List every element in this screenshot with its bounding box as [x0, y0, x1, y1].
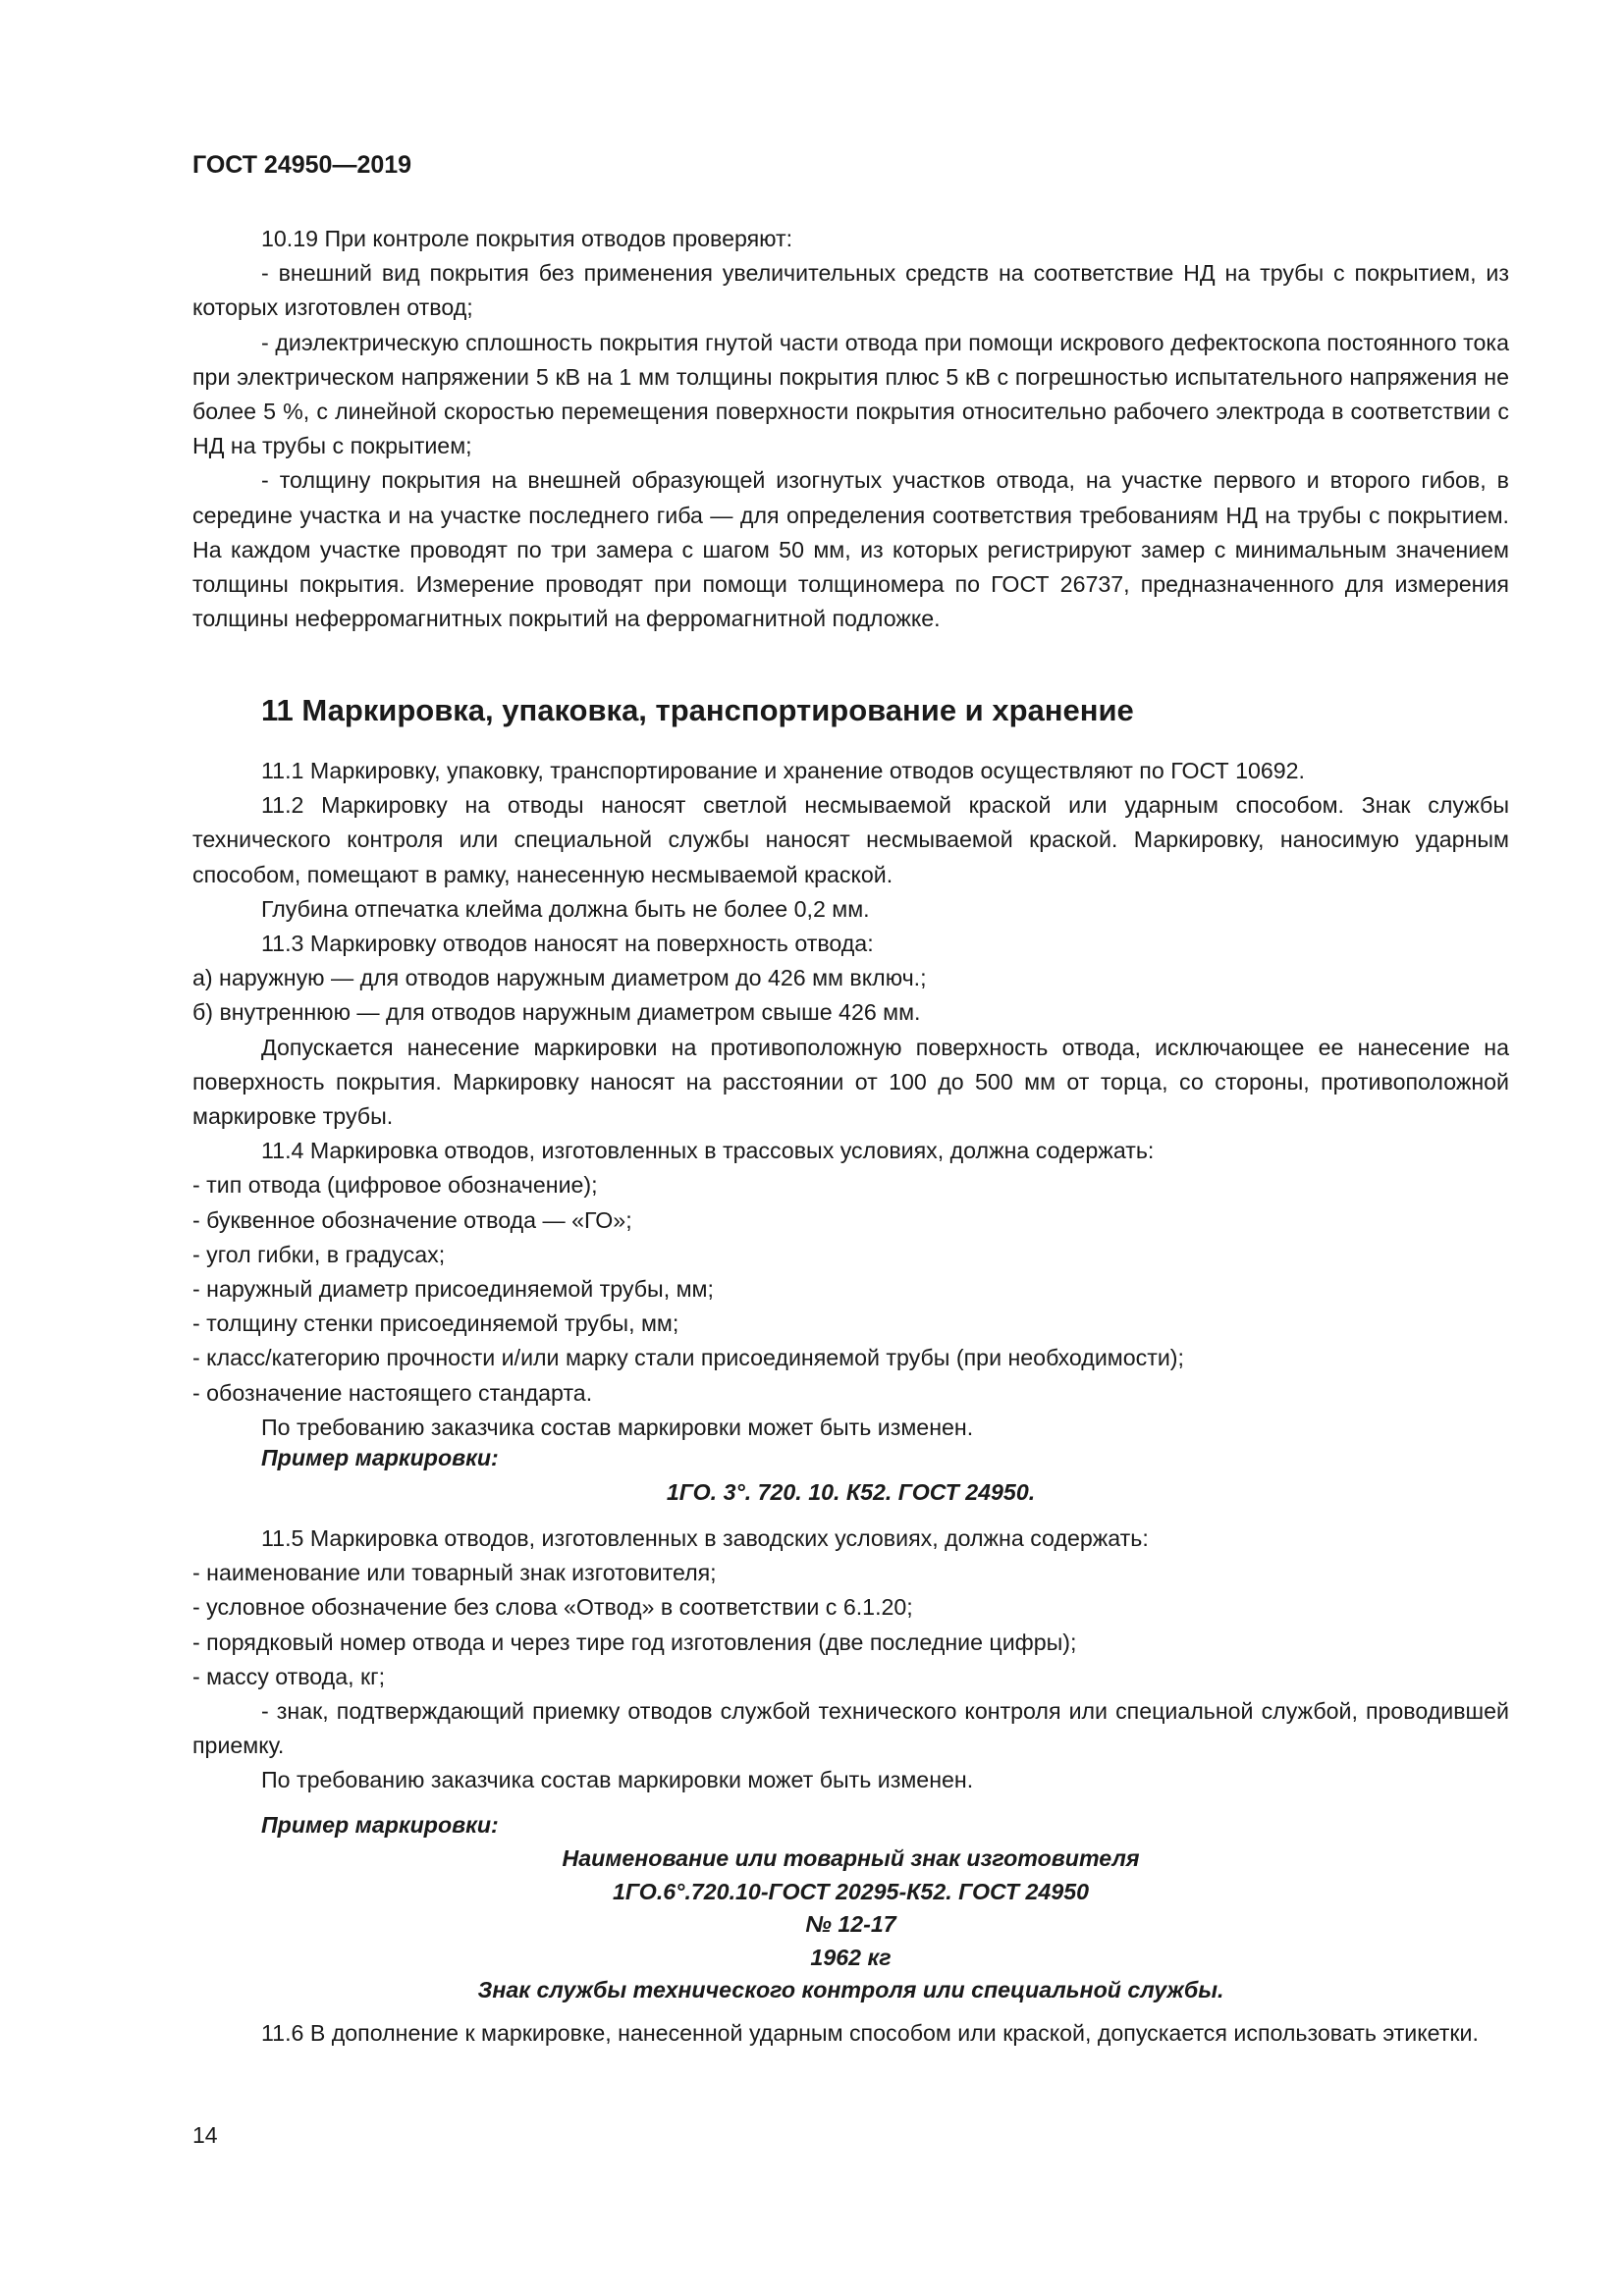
clause-11-3-item: а) наружную — для отводов наружным диаметром до 426 мм включ.; — [192, 965, 927, 991]
example-2-line: 1962 кг — [810, 1944, 892, 1970]
example-2-label: Пример маркировки: — [261, 1812, 499, 1838]
clause-11-4-item: - наружный диаметр присоединяемой трубы, мм; — [192, 1276, 714, 1303]
clause-11-2-depth: Глубина отпечатка клейма должна быть не более 0,2 мм. — [261, 895, 870, 922]
clause-11-3-item: б) внутреннюю — для отводов наружным диаметром свыше 426 мм. — [192, 999, 921, 1026]
document-header: ГОСТ 24950—2019 — [192, 151, 412, 179]
clause-11-4-item: - обозначение настоящего стандарта. — [192, 1379, 593, 1406]
clause-11-4-item: - буквенное обозначение отвода — «ГО»; — [192, 1206, 632, 1233]
clause-11-4-item: - угол гибки, в градусах; — [192, 1241, 446, 1267]
clause-11-6-text: 11.6 В дополнение к маркировке, нанесенной ударным способом или краской, допускается использовать этикетки. — [261, 2020, 1479, 2046]
clause-11-5-item: - условное обозначение без слова «Отвод» в соответствии с 6.1.20; — [192, 1594, 913, 1621]
clause-10-19-item: - диэлектрическую сплошность покрытия гнутой части отвода при помощи искрового дефектоскопа постоянного тока при электрическом напряжении 5 кВ на 1 мм толщины покрытия плюс 5 кВ с погрешностью испытательного напряжения не более 5 %, с линейной скоростью перемещения поверхности покрытия относительно рабочего электрода в соответствии с НД на трубы с покрытием; — [192, 329, 1509, 459]
clause-11-5-item: - порядковый номер отвода и через тире год изготовления (две последние цифры); — [192, 1629, 1077, 1655]
clause-11-3-intro: 11.3 Маркировку отводов наносят на поверхность отвода: — [261, 931, 874, 957]
clause-10-19 — [192, 222, 1509, 636]
example-1-label: Пример маркировки: — [261, 1445, 499, 1470]
clause-10-19-item: - внешний вид покрытия без применения увеличительных средств на соответствие НД на трубы с покрытием, из которых изготовлен отвод; — [192, 260, 1509, 321]
clause-11-4-intro: 11.4 Маркировка отводов, изготовленных в трассовых условиях, должна содержать: — [261, 1138, 1155, 1164]
clause-11-5-item: - наименование или товарный знак изготовителя; — [192, 1560, 717, 1586]
example-2 — [192, 1808, 1509, 2007]
example-1 — [192, 1441, 1509, 1510]
clause-11-6 — [192, 2016, 1509, 2051]
example-2-line: № 12-17 — [805, 1911, 896, 1937]
section-11-body — [192, 754, 1509, 1445]
example-1-value: 1ГО. 3°. 720. 10. К52. ГОСТ 24950. — [666, 1479, 1036, 1506]
clause-11-4-item: - класс/категорию прочности и/или марку стали присоединяемой трубы (при необходимости); — [192, 1345, 1184, 1371]
example-2-line: Знак службы технического контроля или специальной службы. — [477, 1977, 1224, 2002]
page-number: 14 — [192, 2122, 218, 2148]
clause-11-1: 11.1 Маркировку, упаковку, транспортирование и хранение отводов осуществляют по ГОСТ 10692. — [261, 758, 1305, 783]
example-2-line: 1ГО.6°.720.10-ГОСТ 20295-К52. ГОСТ 24950 — [612, 1878, 1090, 1904]
clause-11-2: 11.2 Маркировку на отводы наносят светлой несмываемой краской или ударным способом. Знак службы технического контроля или специальной службы наносят несмываемой краской. Маркировку, наносимую ударным способом, помещают в рамку, нанесенную несмываемой краской. — [192, 792, 1509, 887]
example-2-line: Наименование или товарный знак изготовителя — [562, 1845, 1140, 1871]
section-11-heading: 11 Маркировка, упаковка, транспортирование и хранение — [261, 693, 1134, 727]
clause-11-5-item: - массу отвода, кг; — [192, 1663, 386, 1689]
clause-11-4-item: - тип отвода (цифровое обозначение); — [192, 1172, 598, 1199]
clause-11-5-intro: 11.5 Маркировка отводов, изготовленных в заводских условиях, должна содержать: — [261, 1525, 1149, 1551]
clause-11-4-item: - толщину стенки присоединяемой трубы, мм; — [192, 1310, 679, 1337]
clause-11-5-outro: По требованию заказчика состав маркировки может быть изменен. — [261, 1767, 974, 1793]
clause-11-4-outro: По требованию заказчика состав маркировки может быть изменен. — [261, 1414, 974, 1440]
clause-10-19-intro: 10.19 При контроле покрытия отводов проверяют: — [261, 226, 793, 251]
clause-11-3-note: Допускается нанесение маркировки на противоположную поверхность отвода, исключающее ее нанесение на поверхность покрытия. Маркировку наносят на расстоянии от 100 до 500 мм от торца, со стороны, противоположной маркировке трубы. — [192, 1034, 1509, 1130]
clause-11-5 — [192, 1522, 1509, 1798]
clause-10-19-item: - толщину покрытия на внешней образующей изогнутых участков отвода, на участке первого и второго гибов, в середине участка и на участке последнего гиба — для определения соответствия требованиям НД на трубы с покрытием. На каждом участке проводят по три замера с шагом 50 мм, из которых регистрируют замер с минимальным значением толщины покрытия. Измерение проводят при помощи толщиномера по ГОСТ 26737, предназначенного для измерения толщины неферромагнитных покрытий на ферромагнитной подложке. — [192, 467, 1509, 632]
clause-11-5-item: - знак, подтверждающий приемку отводов службой технического контроля или специальной службой, проводившей приемку. — [192, 1698, 1509, 1759]
